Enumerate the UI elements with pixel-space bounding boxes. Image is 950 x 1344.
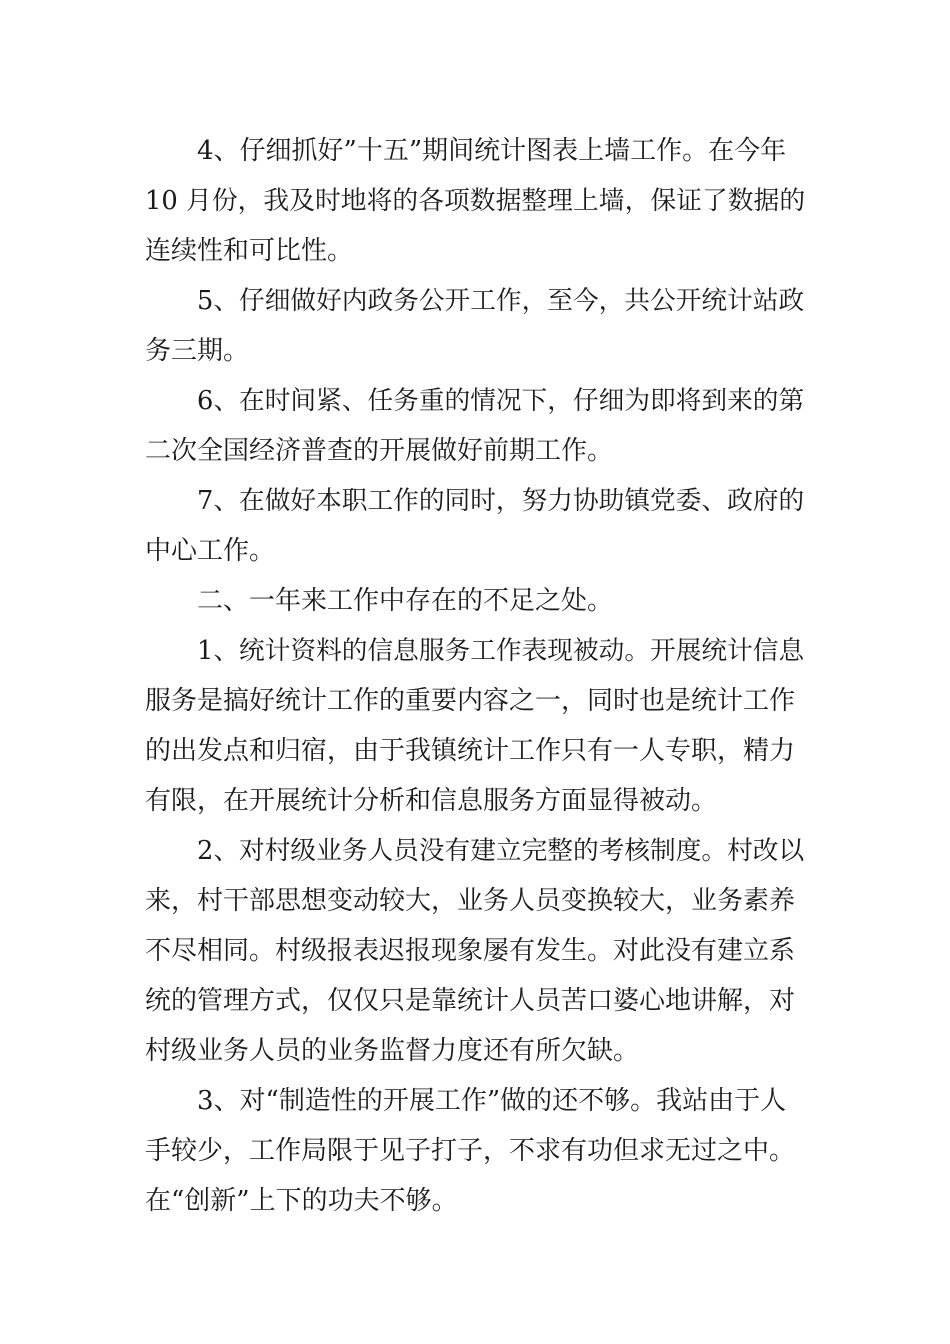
text-line: 10 月份，我及时地将的各项数据整理上墙，保证了数据的 bbox=[145, 186, 806, 216]
text-line: 5、仔细做好内政务公开工作，至今，共公开统计站政 bbox=[197, 286, 805, 316]
text-line: 6、在时间紧、任务重的情况下，仔细为即将到来的第 bbox=[197, 386, 805, 416]
text-line: 连续性和可比性。 bbox=[145, 236, 354, 266]
text-line: 服务是搞好统计工作的重要内容之一，同时也是统计工作 bbox=[145, 686, 796, 716]
text-line: 1、统计资料的信息服务工作表现被动。开展统计信息 bbox=[197, 636, 805, 666]
text-line: 不尽相同。村级报表迟报现象屡有发生。对此没有建立系 bbox=[145, 936, 796, 966]
text-line: 来，村干部思想变动较大，业务人员变换较大，业务素养 bbox=[145, 886, 796, 916]
text-line: 手较少，工作局限于见子打子，不求有功但求无过之中。 bbox=[145, 1136, 796, 1166]
text-line: 7、在做好本职工作的同时，努力协助镇党委、政府的 bbox=[197, 486, 805, 516]
paragraph bbox=[145, 826, 805, 1076]
text-line: 2、对村级业务人员没有建立完整的考核制度。村改以 bbox=[197, 836, 805, 866]
paragraph bbox=[145, 1076, 805, 1226]
text-line: 3、对“制造性的开展工作”做的还不够。我站由于人 bbox=[197, 1086, 787, 1116]
paragraph bbox=[145, 276, 805, 376]
text-line: 二、一年来工作中存在的不足之处。 bbox=[197, 586, 614, 616]
paragraph bbox=[145, 626, 805, 826]
text-line: 统的管理方式，仅仅只是靠统计人员苦口婆心地讲解，对 bbox=[145, 986, 796, 1016]
text-line: 中心工作。 bbox=[145, 536, 276, 566]
text-line: 二次全国经济普查的开展做好前期工作。 bbox=[145, 436, 614, 466]
text-line: 在“创新”上下的功夫不够。 bbox=[145, 1186, 458, 1216]
text-line: 有限，在开展统计分析和信息服务方面显得被动。 bbox=[145, 786, 718, 816]
text-line: 的出发点和归宿，由于我镇统计工作只有一人专职，精力 bbox=[145, 736, 796, 766]
text-line: 务三期。 bbox=[145, 336, 250, 366]
document-body bbox=[145, 126, 805, 1226]
text-line: 村级业务人员的业务监督力度还有所欠缺。 bbox=[145, 1036, 640, 1066]
paragraph bbox=[145, 376, 805, 476]
paragraph bbox=[145, 476, 805, 576]
paragraph bbox=[145, 126, 805, 276]
text-line: 4、仔细抓好”十五”期间统计图表上墙工作。在今年 bbox=[197, 136, 787, 166]
paragraph bbox=[145, 576, 805, 626]
